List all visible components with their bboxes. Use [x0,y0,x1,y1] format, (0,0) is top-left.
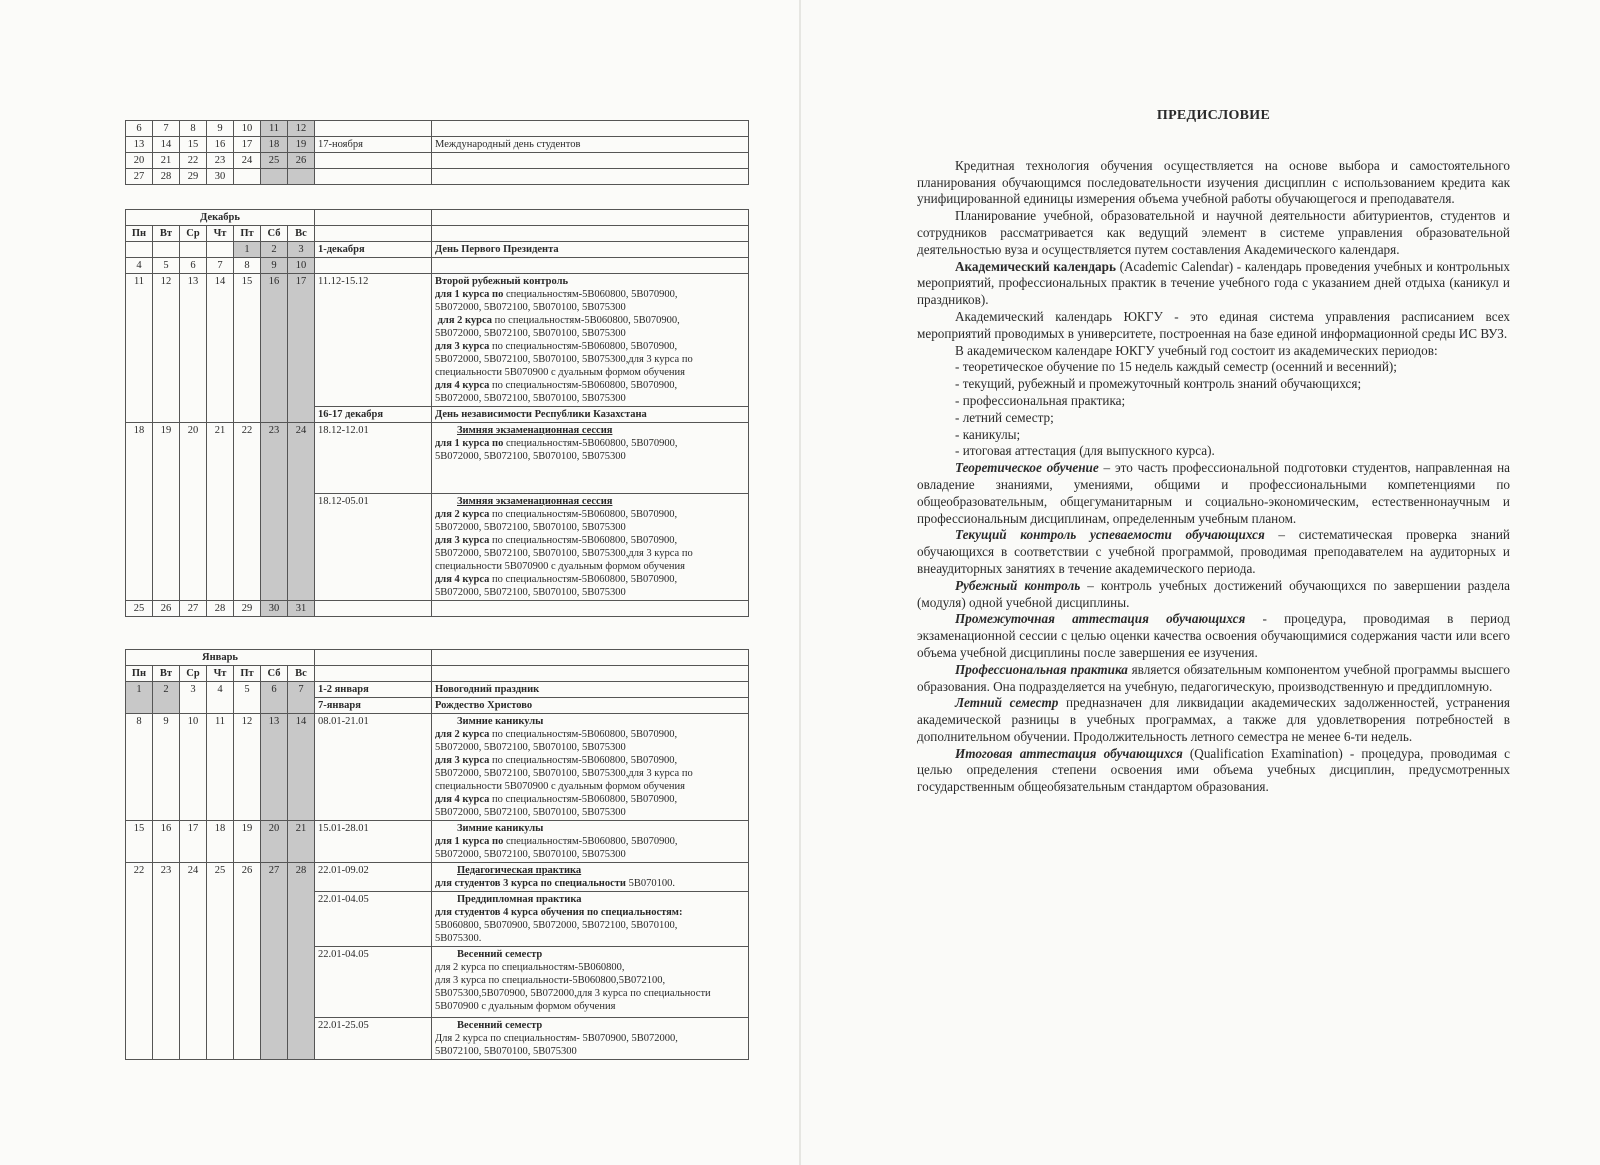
weekday-header: Пт [234,666,261,682]
day-cell: 9 [261,258,288,274]
event-line: по специальностям-5В060800, 5В070900, [489,729,678,740]
event-line: 5В072000, 5В072100, 5В070100, 5В075300 [435,328,626,339]
day-cell: 29 [180,169,207,185]
course-label: для 2 курса [435,509,490,520]
event-cell [432,892,749,947]
day-cell: 16 [207,137,234,153]
day-cell: 8 [180,121,207,137]
month-title: Декабрь [126,210,315,226]
page-fold [799,0,801,1165]
event-cell: День Первого Президента [432,242,749,258]
term: Итоговая аттестация обучающихся [955,745,1183,761]
day-cell: 30 [261,601,288,617]
day-cell: 13 [180,274,207,423]
date-cell: 22.01-04.05 [315,947,432,1018]
day-cell: 11 [207,714,234,821]
january-table [125,649,749,1060]
paragraph [917,259,1510,309]
day-cell: 12 [234,714,261,821]
day-cell: 19 [288,137,315,153]
day-cell: 6 [126,121,153,137]
day-cell [261,169,288,185]
date-cell [315,650,432,666]
definition: - процедура, проводимая в период экзаменационной сессии с целью оценки качества освоения обучающимися содержания части или всего объема учебной дисциплины после завершения ее изучения. [917,611,1510,660]
event-line: по специальностям-5В060800, 5В070900, [492,315,680,326]
event-line: 5В072000, 5В072100, 5В070100, 5В075300 [435,587,626,598]
day-cell: 7 [207,258,234,274]
term: Текущий контроль успеваемости обучающихся [955,527,1265,543]
day-cell [180,242,207,258]
event-line: 5В072000, 5В072100, 5В070100, 5В075300,для 3 курса по [435,548,693,559]
weekday-header: Сб [261,666,288,682]
weekday-header: Пт [234,226,261,242]
day-cell: 8 [234,258,261,274]
term: Промежуточная аттестация обучающихся [955,611,1246,627]
preface-section [917,108,1510,796]
table-row [126,714,749,821]
weekday-header: Чт [207,226,234,242]
table-row [126,863,749,892]
day-cell [207,242,234,258]
event-cell [432,666,749,682]
page-title: ПРЕДИСЛОВИЕ [1156,108,1271,123]
event-title: Весенний семестр [457,1020,543,1031]
day-cell: 28 [153,169,180,185]
event-line: специальностям-5В060800, 5В070900, [503,289,678,300]
course-label: для 4 курса [435,380,490,391]
event-cell: Рождество Христово [432,698,749,714]
day-cell: 13 [261,714,288,821]
event-line: 5В072100, 5В070100, 5В075300 [435,1046,577,1057]
event-cell [432,274,749,407]
event-cell: Международный день студентов [432,137,749,153]
event-line: 5В072000, 5В072100, 5В070100, 5В075300 [435,393,626,404]
day-cell: 4 [207,682,234,714]
day-cell: 17 [180,821,207,863]
date-cell [315,153,432,169]
day-cell: 6 [180,258,207,274]
event-line: 5В070100. [625,878,675,889]
day-cell: 15 [180,137,207,153]
day-cell: 2 [153,682,180,714]
definition: – систематическая проверка знаний обучающихся в соответствии с учебной программой, проводимая преподавателем на аудиторных и внеаудиторных занятиях в течение академического периода. [917,527,1510,576]
day-cell: 28 [207,601,234,617]
date-cell: 08.01-21.01 [315,714,432,821]
definition: является обязательным компонентом учебной программы высшего образования. Она подразделяется на учебную, педагогическую, производственную и преддипломную. [917,661,1510,694]
day-cell: 23 [153,863,180,1060]
day-cell: 10 [180,714,207,821]
course-label: для студентов 4 курса обучения по специальностям: [435,907,683,918]
table-row [126,137,749,153]
date-cell: 11.12-15.12 [315,274,432,407]
list-item: - итоговая аттестация (для выпускного курса). [955,443,1215,459]
day-cell: 9 [207,121,234,137]
day-cell: 11 [261,121,288,137]
definition: предназначен для ликвидации академических задолженностей, устранения академической разницы в учебных программах, а также для удовлетворения потребностей в дополнительном обучении. Продолжительность летного семестра не менее 6-ти недель. [917,695,1510,744]
table-row [126,169,749,185]
day-cell: 18 [261,137,288,153]
date-cell: 22.01-04.05 [315,892,432,947]
table-row [126,242,749,258]
event-cell [432,226,749,242]
event-cell [432,714,749,821]
paragraph [917,578,1510,612]
course-label: для студентов 3 курса по специальности [435,878,626,889]
event-cell [432,153,749,169]
paragraph: Кредитная технология обучения осуществляется на основе выбора и самостоятельного планирования обучающимся последовательности изучения дисциплин с использованием кредита как унифицированной единицы измерения объема учебной работы обучающегося и преподавателя. [917,157,1510,207]
course-label: для 3 курса [435,341,490,352]
weekday-header: Пн [126,666,153,682]
event-line: по специальностям-5В060800, 5В070900, [489,380,678,391]
event-line: 5В070900 с дуальным формом обучения [435,1001,616,1012]
term: Теоретическое обучение [955,460,1099,476]
event-line: 5В072000, 5В072100, 5В070100, 5В075300 [435,302,626,313]
day-cell: 20 [126,153,153,169]
day-cell: 13 [126,137,153,153]
event-cell [432,169,749,185]
paragraph [917,662,1510,696]
date-cell: 18.12-12.01 [315,423,432,494]
weekday-header: Сб [261,226,288,242]
day-cell: 22 [126,863,153,1060]
event-line: по специальностям-5В060800, 5В070900, [489,574,678,585]
event-title: Второй рубежный контроль [435,276,569,287]
day-cell: 7 [153,121,180,137]
list-item: - текущий, рубежный и промежуточный контроль знаний обучающихся; [955,376,1362,392]
list-item: - каникулы; [955,426,1021,442]
november-table [125,120,749,185]
day-cell: 29 [234,601,261,617]
event-line: 5В072000, 5В072100, 5В070100, 5В075300 [435,742,626,753]
date-cell: 17-ноября [315,137,432,153]
weekday-header: Вс [288,226,315,242]
course-label: для 2 курса [437,315,493,326]
table-row [126,274,749,407]
weekday-header: Ср [180,226,207,242]
course-label: для 3 курса [435,755,490,766]
event-title: Зимние каникулы [457,823,544,834]
paragraph: Планирование учебной, образовательной и научной деятельности абитуриентов, студентов и сотрудников рассматривается как ведущий элемент в системе управления образовательной деятельностью вуза и осуществляется путем составления Академического календаря. [917,208,1510,257]
event-cell [432,601,749,617]
table-row [126,682,749,698]
day-cell: 31 [288,601,315,617]
course-label: для 1 курса по [435,438,504,449]
day-cell [288,169,315,185]
month-title: Январь [126,650,315,666]
table-row [126,601,749,617]
date-cell [315,210,432,226]
event-line: 5В072000, 5В072100, 5В070100, 5В075300 [435,522,626,533]
day-cell: 26 [234,863,261,1060]
event-title: Зимние каникулы [457,716,544,727]
paragraph: В академическом календаре ЮКГУ учебный год состоит из академических периодов: [955,342,1438,358]
day-cell: 3 [180,682,207,714]
event-line: специальностям-5В060800, 5В070900, [503,836,678,847]
event-line: для 3 курса по специальности-5В060800,5В072100, [435,975,666,986]
month-header-row [126,210,749,226]
event-cell [432,947,749,1018]
definition: (Qualification Examination) - процедура, проводимая с целью определения степени освоения ими объема учебных дисциплин, предусмотренных государственным общеобязательным стандартом образования. [917,745,1510,795]
day-cell: 25 [207,863,234,1060]
list-item: - летний семестр; [955,409,1054,425]
event-line: по специальностям-5В060800, 5В070900, [489,755,678,766]
event-cell: Новогодний праздник [432,682,749,698]
day-cell: 27 [180,601,207,617]
term: Профессиональная практика [955,661,1128,677]
day-cell: 6 [261,682,288,714]
day-cell: 17 [288,274,315,423]
table-row [126,258,749,274]
event-cell [432,258,749,274]
table-row [126,153,749,169]
event-line: Для 2 курса по специальностям- 5В070900, 5В072000, [435,1033,678,1044]
day-cell: 27 [126,169,153,185]
weekday-header: Пн [126,226,153,242]
day-cell: 30 [207,169,234,185]
day-cell [153,242,180,258]
weekday-row [126,666,749,682]
weekday-header: Чт [207,666,234,682]
date-cell: 15.01-28.01 [315,821,432,863]
day-cell: 24 [234,153,261,169]
weekday-header: Вт [153,666,180,682]
day-cell: 17 [234,137,261,153]
weekday-header: Ср [180,666,207,682]
table-row [126,121,749,137]
date-cell: 22.01-09.02 [315,863,432,892]
course-label: для 2 курса [435,729,490,740]
day-cell: 26 [153,601,180,617]
day-cell: 24 [288,423,315,601]
date-cell [315,666,432,682]
day-cell [234,169,261,185]
day-cell: 22 [180,153,207,169]
paragraph [917,460,1510,527]
day-cell: 12 [153,274,180,423]
event-line: для 2 курса по специальностям-5В060800, [435,962,625,973]
event-cell [432,650,749,666]
paragraph [917,611,1510,661]
day-cell: 4 [126,258,153,274]
date-cell: 1-декабря [315,242,432,258]
day-cell: 25 [126,601,153,617]
list-item: - профессиональная практика; [955,392,1126,408]
term: Летний семестр [955,695,1059,711]
december-table [125,209,749,617]
course-label: для 4 курса [435,574,490,585]
day-cell: 14 [207,274,234,423]
day-cell [126,242,153,258]
paragraph [917,746,1510,796]
day-cell: 28 [288,863,315,1060]
term: Рубежный контроль [955,577,1081,593]
event-title: Педагогическая практика [457,865,582,876]
course-label: для 1 курса по [435,836,504,847]
event-title: Весенний семестр [457,949,543,960]
event-line: 5В072000, 5В072100, 5В070100, 5В075300,для 3 курса по [435,354,693,365]
event-line: 5В072000, 5В072100, 5В070100, 5В075300 [435,451,626,462]
course-label: для 4 курса [435,794,490,805]
event-line: специальностям-5В060800, 5В070900, [503,438,678,449]
date-cell: 18.12-05.01 [315,494,432,601]
definition: – это часть профессиональной подготовки студентов, направленная на овладение знаниями, умениями, общими и профессиональными компетенциями по общеобразовательным, общегуманитарным и социально-экономическим, естественнонаучным и профессиональным дисциплинам, определенным учебным планом. [917,460,1510,526]
event-line: по специальностям-5В060800, 5В070900, [489,535,678,546]
day-cell: 7 [288,682,315,714]
day-cell: 14 [288,714,315,821]
date-cell [315,121,432,137]
day-cell: 16 [261,274,288,423]
event-title: Зимняя экзаменационная сессия [457,425,613,436]
event-cell [432,423,749,494]
term: Академический календарь [955,258,1116,274]
event-title: Преддипломная практика [457,894,582,905]
event-line: 5В072000, 5В072100, 5В070100, 5В075300 [435,849,626,860]
day-cell: 9 [153,714,180,821]
day-cell: 19 [234,821,261,863]
course-label: для 1 курса по [435,289,504,300]
definition: (Academic Calendar) - календарь проведения учебных и контрольных мероприятий, профессиональных практик в течение учебного года с указанием дней отдыха (каникул и праздников). [917,258,1510,308]
day-cell: 21 [207,423,234,601]
definition: – контроль учебных достижений обучающихся по завершении раздела (модуля) одной учебной дисциплины. [917,577,1510,610]
day-cell: 26 [288,153,315,169]
day-cell: 18 [126,423,153,601]
date-cell [315,601,432,617]
day-cell: 23 [207,153,234,169]
day-cell: 10 [234,121,261,137]
date-cell [315,169,432,185]
table-row [126,821,749,863]
day-cell: 5 [153,258,180,274]
day-cell: 24 [180,863,207,1060]
day-cell: 5 [234,682,261,714]
event-cell: День независимости Республики Казахстана [432,407,749,423]
day-cell: 22 [234,423,261,601]
event-line: по специальностям-5В060800, 5В070900, [489,794,678,805]
date-cell: 7-января [315,698,432,714]
day-cell: 15 [126,821,153,863]
day-cell: 19 [153,423,180,601]
day-cell: 21 [288,821,315,863]
event-line: специальности 5В070900 с дуальным формом обучения [435,781,685,792]
course-label: для 3 курса [435,535,490,546]
day-cell: 15 [234,274,261,423]
day-cell: 14 [153,137,180,153]
event-cell [432,863,749,892]
event-line: 5В072000, 5В072100, 5В070100, 5В075300 [435,807,626,818]
day-cell: 8 [126,714,153,821]
event-line: по специальностям-5В060800, 5В070900, [489,509,678,520]
day-cell: 1 [234,242,261,258]
day-cell: 25 [261,153,288,169]
event-cell [432,494,749,601]
month-header-row [126,650,749,666]
table-row [126,423,749,494]
date-cell [315,226,432,242]
event-line: 5В075300. [435,933,482,944]
event-line: 5В075300,5В070900, 5В072000,для 3 курса по специальности [435,988,711,999]
day-cell: 2 [261,242,288,258]
event-line: 5В060800, 5В070900, 5В072000, 5В072100, 5В070100, [435,920,678,931]
event-line: специальности 5В070900 с дуальным формом обучения [435,367,685,378]
weekday-header: Вс [288,666,315,682]
day-cell: 27 [261,863,288,1060]
event-cell [432,821,749,863]
day-cell: 3 [288,242,315,258]
date-cell: 16-17 декабря [315,407,432,423]
list-item: - теоретическое обучение по 15 недель каждый семестр (осенний и весенний); [955,359,1397,375]
event-cell [432,121,749,137]
day-cell: 20 [180,423,207,601]
date-cell: 22.01-25.05 [315,1018,432,1060]
paragraph [917,695,1510,745]
event-line: по специальностям-5В060800, 5В070900, [489,341,678,352]
event-title: Зимняя экзаменационная сессия [457,496,613,507]
day-cell: 21 [153,153,180,169]
day-cell: 11 [126,274,153,423]
day-cell: 23 [261,423,288,601]
event-cell [432,210,749,226]
paragraph [917,527,1510,577]
event-line: специальности 5В070900 с дуальным формом обучения [435,561,685,572]
event-cell [432,1018,749,1060]
event-line: 5В072000, 5В072100, 5В070100, 5В075300,для 3 курса по [435,768,693,779]
weekday-row [126,226,749,242]
day-cell: 10 [288,258,315,274]
day-cell: 12 [288,121,315,137]
weekday-header: Вт [153,226,180,242]
date-cell [315,258,432,274]
day-cell: 16 [153,821,180,863]
paragraph: Академический календарь ЮКГУ - это единая система управления расписанием всех мероприятий проводимых в университете, построенная на базе единой информационной среды ИС ВУЗ. [917,308,1510,341]
day-cell: 18 [207,821,234,863]
day-cell: 1 [126,682,153,714]
day-cell: 20 [261,821,288,863]
date-cell: 1-2 января [315,682,432,698]
